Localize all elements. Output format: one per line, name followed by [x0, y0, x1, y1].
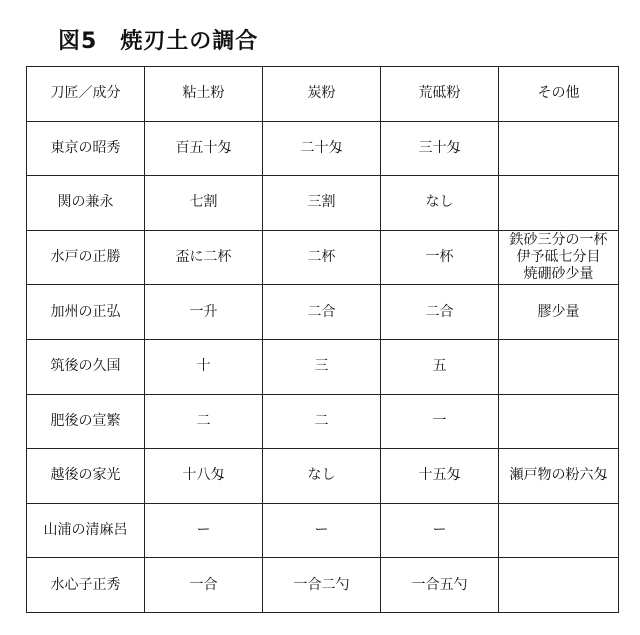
recipe-cell: 膠少量 — [499, 285, 619, 340]
recipe-cell: なし — [381, 176, 499, 231]
smith-name-cell: 水心子正秀 — [27, 558, 145, 613]
smith-name-cell: 山浦の清麻呂 — [27, 503, 145, 558]
recipe-cell: 十 — [145, 339, 263, 394]
smith-name-cell: 関の兼永 — [27, 176, 145, 231]
recipe-cell: 二 — [145, 394, 263, 449]
recipe-cell: 一杯 — [381, 230, 499, 285]
recipe-cell: 五 — [381, 339, 499, 394]
recipe-cell: 二 — [263, 394, 381, 449]
table-row — [27, 230, 619, 285]
recipe-cell: 鉄砂三分の一杯 伊予砥七分目 焼硼砂少量 — [499, 230, 619, 285]
table-row — [27, 449, 619, 504]
recipe-cell: 一合 — [145, 558, 263, 613]
recipe-cell — [499, 503, 619, 558]
recipe-cell: 二十匁 — [263, 121, 381, 176]
recipe-cell — [499, 176, 619, 231]
page-title: 図5 焼刃土の調合 — [58, 29, 259, 54]
recipe-cell: 百五十匁 — [145, 121, 263, 176]
header-row — [27, 67, 619, 122]
table-row — [27, 285, 619, 340]
smith-name-cell: 越後の家光 — [27, 449, 145, 504]
column-header: 粘土粉 — [145, 67, 263, 122]
column-header: 刀匠／成分 — [27, 67, 145, 122]
column-header: 炭粉 — [263, 67, 381, 122]
recipe-cell: 三割 — [263, 176, 381, 231]
recipe-cell — [499, 394, 619, 449]
recipe-cell: 十五匁 — [381, 449, 499, 504]
recipe-cell: 盃に二杯 — [145, 230, 263, 285]
recipe-cell: ー — [263, 503, 381, 558]
recipe-cell: ー — [381, 503, 499, 558]
recipe-cell: 十八匁 — [145, 449, 263, 504]
smith-name-cell: 東京の昭秀 — [27, 121, 145, 176]
smith-name-cell: 水戸の正勝 — [27, 230, 145, 285]
recipe-cell: 七割 — [145, 176, 263, 231]
recipe-cell — [499, 121, 619, 176]
recipe-cell: 瀬戸物の粉六匁 — [499, 449, 619, 504]
table-row — [27, 339, 619, 394]
table-row — [27, 121, 619, 176]
recipe-cell — [499, 339, 619, 394]
recipe-cell: 一升 — [145, 285, 263, 340]
table-row — [27, 558, 619, 613]
table-row — [27, 503, 619, 558]
recipe-table — [26, 66, 619, 613]
table-row — [27, 394, 619, 449]
recipe-cell: 二杯 — [263, 230, 381, 285]
recipe-cell: 一合二勺 — [263, 558, 381, 613]
recipe-cell: なし — [263, 449, 381, 504]
recipe-cell: 一 — [381, 394, 499, 449]
recipe-cell: 二合 — [381, 285, 499, 340]
column-header: その他 — [499, 67, 619, 122]
smith-name-cell: 肥後の宣繁 — [27, 394, 145, 449]
table-row — [27, 176, 619, 231]
recipe-cell — [499, 558, 619, 613]
recipe-cell: 二合 — [263, 285, 381, 340]
recipe-cell: 三 — [263, 339, 381, 394]
recipe-cell: 一合五勺 — [381, 558, 499, 613]
recipe-cell: ー — [145, 503, 263, 558]
recipe-cell: 三十匁 — [381, 121, 499, 176]
smith-name-cell: 加州の正弘 — [27, 285, 145, 340]
smith-name-cell: 筑後の久国 — [27, 339, 145, 394]
column-header: 荒砥粉 — [381, 67, 499, 122]
